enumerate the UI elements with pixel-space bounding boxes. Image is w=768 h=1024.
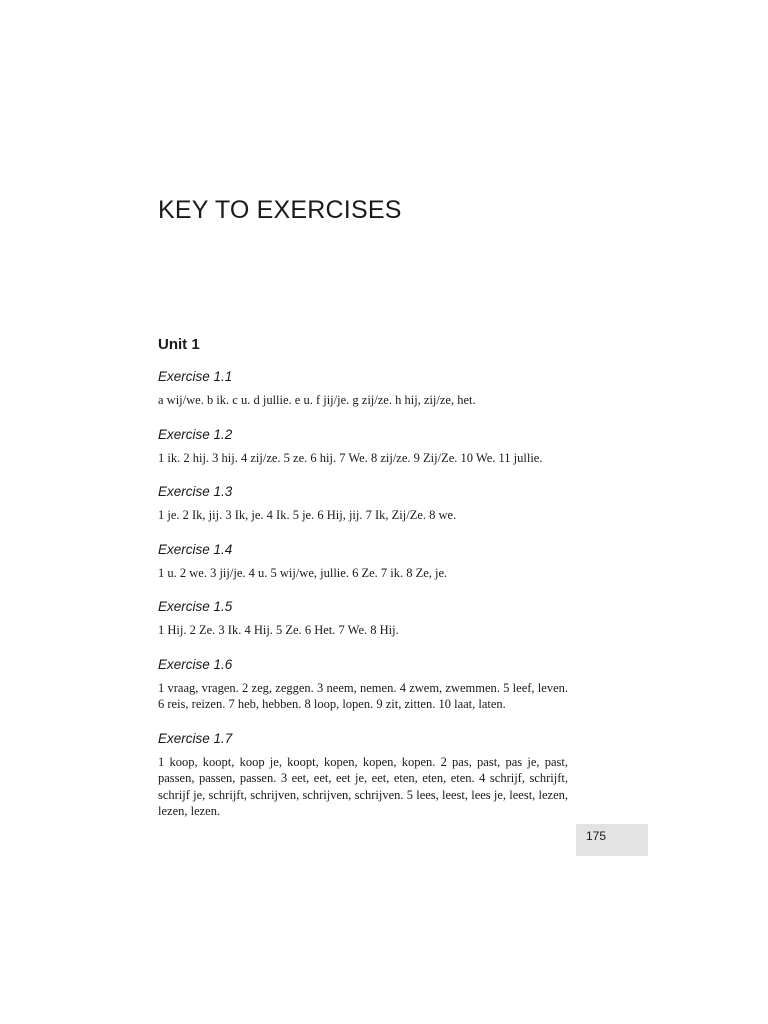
exercise-answer: 1 je. 2 Ik, jij. 3 Ik, je. 4 Ik. 5 je. 6 Hij, jij. 7 Ik, Zij/Ze. 8 we. [158,508,457,522]
exercise-answer: 1 Hij. 2 Ze. 3 Ik. 4 Hij. 5 Ze. 6 Het. 7 We. 8 Hij. [158,623,399,637]
exercise-answer: 1 vraag, vragen. 2 zeg, zeggen. 3 neem, nemen. 4 zwem, zwemmen. 5 leef, leven. 6 reis, reizen. 7 heb, hebben. 8 loop, lopen. 9 zit, zitten. 10 laat, laten. [158,680,568,711]
exercise-1-7 [158,730,568,820]
unit-heading: Unit 1 [158,336,200,353]
exercise-title: Exercise 1.3 [158,484,233,499]
exercise-1-2 [158,426,568,467]
exercise-1-3 [158,483,568,524]
exercise-answer: 1 u. 2 we. 3 jij/je. 4 u. 5 wij/we, jullie. 6 Ze. 7 ik. 8 Ze, je. [158,565,448,580]
page-title: KEY TO EXERCISES [158,196,402,224]
exercise-title: Exercise 1.7 [158,730,233,746]
exercise-title: Exercise 1.5 [158,599,233,614]
exercise-1-4 [158,541,568,582]
exercise-list [158,368,568,837]
exercise-title: Exercise 1.6 [158,656,233,672]
exercise-1-6 [158,656,568,713]
exercise-title: Exercise 1.1 [158,369,233,384]
exercise-1-5 [158,598,568,639]
exercise-title: Exercise 1.2 [158,426,233,442]
exercise-answer: 1 koop, koopt, koop je, koopt, kopen, kopen, kopen. 2 pas, past, pas je, past, passen, passen, passen. 3 eet, eet, eet je, eet, eten, eten, eten. 4 schrijf, schrijft, schrijf je, schrijft, schrijven, schrijven, schrijven. 5 lees, leest, lees je, leest, lezen, lezen, lezen. [158,754,568,818]
exercise-answer: 1 ik. 2 hij. 3 hij. 4 zij/ze. 5 ze. 6 hij. 7 We. 8 zij/ze. 9 Zij/Ze. 10 We. 11 jullie. [158,450,543,465]
exercise-title: Exercise 1.4 [158,541,233,557]
page-number: 175 [576,824,648,856]
exercise-1-1 [158,368,568,409]
exercise-answer: a wij/we. b ik. c u. d jullie. e u. f jij/je. g zij/ze. h hij, zij/ze, het. [158,393,476,407]
